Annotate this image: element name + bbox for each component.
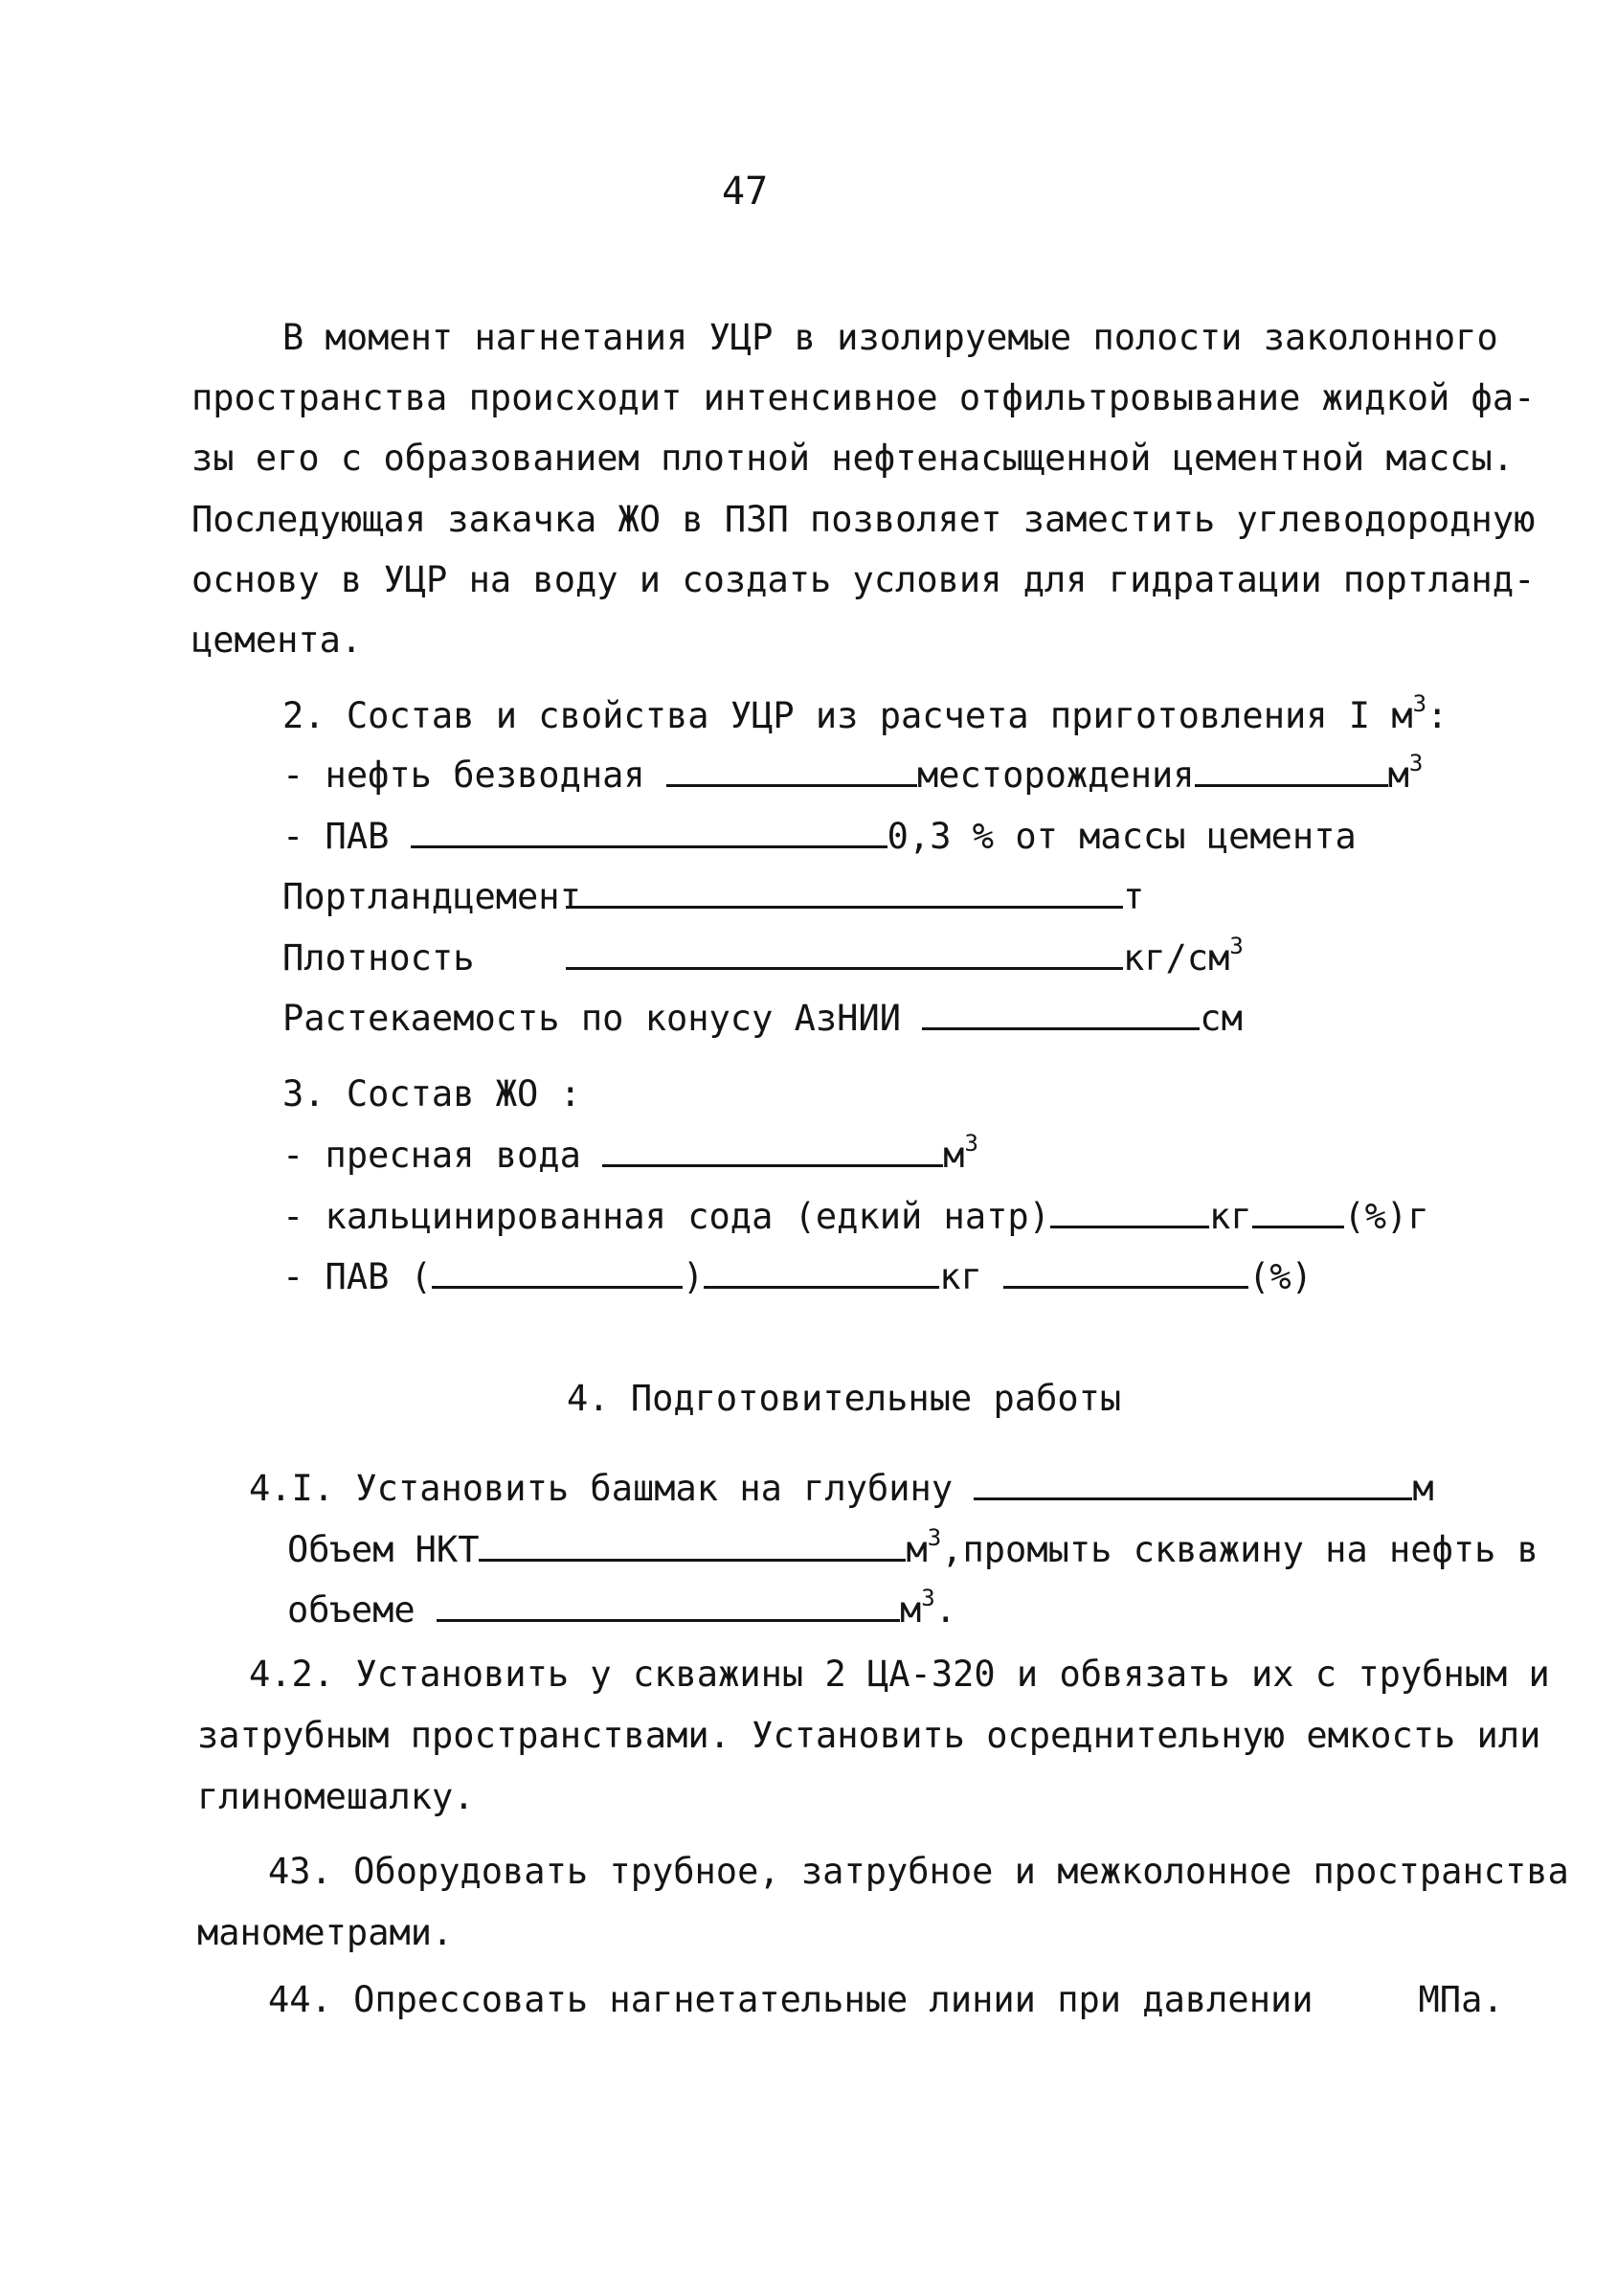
pav-blank	[411, 817, 887, 848]
volume-blank	[437, 1590, 900, 1622]
s41-row	[249, 1467, 1434, 1511]
soda-row	[282, 1195, 1429, 1239]
pav2-blank-3	[1003, 1257, 1248, 1289]
oil-blank	[666, 755, 917, 787]
s42-line-2: затрубным пространствами. Установить осреднительную емкость или	[197, 1715, 1541, 1756]
pav2-unit-1: кг	[939, 1256, 982, 1297]
density-label: Плотность	[282, 937, 475, 979]
water-blank	[602, 1136, 943, 1167]
s44-text: 44. Опрессовать нагнетательные линии при давлении	[268, 1979, 1314, 2020]
spread-row	[282, 997, 1243, 1041]
nkt-blank	[479, 1530, 906, 1562]
pav2-close: )	[682, 1256, 705, 1297]
water-row: - пресная вода $м^3$	[282, 1129, 978, 1176]
pav-tail: 0,3 % от массы цемента	[887, 816, 1357, 857]
soda-label: - кальцинированная сода (едкий натр)	[282, 1196, 1050, 1237]
s44-row	[268, 1978, 1504, 2022]
pav-row	[282, 815, 1357, 859]
nkt-label: Объем НКТ	[287, 1529, 480, 1570]
page-number: 47	[722, 169, 769, 214]
cement-row	[282, 875, 1144, 919]
volume-row: объеме $м^3$.	[287, 1584, 956, 1631]
oil-field-label: месторождения	[916, 754, 1195, 796]
pav2-unit-2: (%)	[1248, 1256, 1313, 1297]
intro-line-4: Последующая закачка ЖО в ПЗП позволяет заместить углеводородную	[191, 499, 1536, 540]
spread-label: Растекаемость по конусу АзНИИ	[282, 998, 902, 1039]
soda-unit-2: (%)г	[1343, 1196, 1429, 1237]
spread-unit: см	[1200, 998, 1243, 1039]
s42-line-1: 4.2. Установить у скважины 2 ЦА-320 и обвязать их с трубным и	[249, 1654, 1550, 1695]
s43-line-1: 43. Оборудовать трубное, затрубное и межколонное пространства	[268, 1851, 1569, 1892]
spread-blank	[922, 999, 1200, 1030]
pav2-label: - ПАВ (	[282, 1256, 432, 1297]
section-4-heading: 4. Подготовительные работы	[567, 1378, 1122, 1419]
pav-label: - ПАВ	[282, 816, 390, 857]
nkt-tail: ,промыть скважину на нефть в	[941, 1529, 1538, 1570]
intro-line-3: зы его с образованием плотной нефтенасыщенной цементной массы.	[191, 438, 1515, 479]
soda-unit-1: кг	[1208, 1196, 1252, 1237]
oil-row: - нефть безводная месторождения $м^3$	[282, 749, 1424, 796]
cement-blank	[566, 877, 1123, 909]
volume-label: объеме	[287, 1589, 415, 1631]
intro-line-1: В момент нагнетания УЦР в изолируемые полости заколонного	[282, 317, 1498, 358]
soda-blank-1	[1050, 1197, 1209, 1228]
density-unit: кг/см	[1123, 937, 1230, 979]
pav2-blank-1	[432, 1257, 683, 1289]
pav2-row	[282, 1255, 1313, 1299]
cement-unit: т	[1123, 876, 1145, 917]
intro-line-6: цемента.	[191, 619, 363, 661]
oil-label: - нефть безводная	[282, 754, 645, 796]
oil-field-blank	[1195, 755, 1388, 787]
intro-line-2: пространства происходит интенсивное отфильтровывание жидкой фа-	[191, 377, 1536, 418]
section-2-title: 2. Состав и свойства УЦР из расчета приготовления I $м^3$:	[282, 689, 1449, 736]
nkt-row: Объем НКТ $м^3,промыть$ скважину на нефть в	[287, 1523, 1538, 1570]
density-blank	[566, 938, 1123, 970]
intro-line-5: основу в УЦР на воду и создать условия для гидратации портланд-	[191, 559, 1536, 600]
s43-line-2: манометрами.	[197, 1912, 454, 1953]
s41-blank	[974, 1469, 1412, 1500]
section-3-title: 3. Состав ЖО :	[282, 1073, 581, 1114]
s41-unit: м	[1412, 1468, 1434, 1509]
pav2-blank-2	[704, 1257, 939, 1289]
cement-label: Портландцемент	[282, 876, 581, 917]
soda-blank-2	[1252, 1197, 1344, 1228]
volume-unit: м	[899, 1589, 922, 1631]
s44-unit: МПа.	[1418, 1979, 1504, 2020]
density-row: Плотность $кг/см^3$	[282, 932, 1244, 979]
oil-unit: м	[1387, 754, 1409, 796]
nkt-unit: м	[906, 1529, 928, 1570]
water-label: - пресная вода	[282, 1135, 581, 1176]
s41-text: 4.I. Установить башмак на глубину	[249, 1468, 954, 1509]
water-unit: м	[943, 1135, 965, 1176]
s42-line-3: глиномешалку.	[197, 1776, 475, 1817]
